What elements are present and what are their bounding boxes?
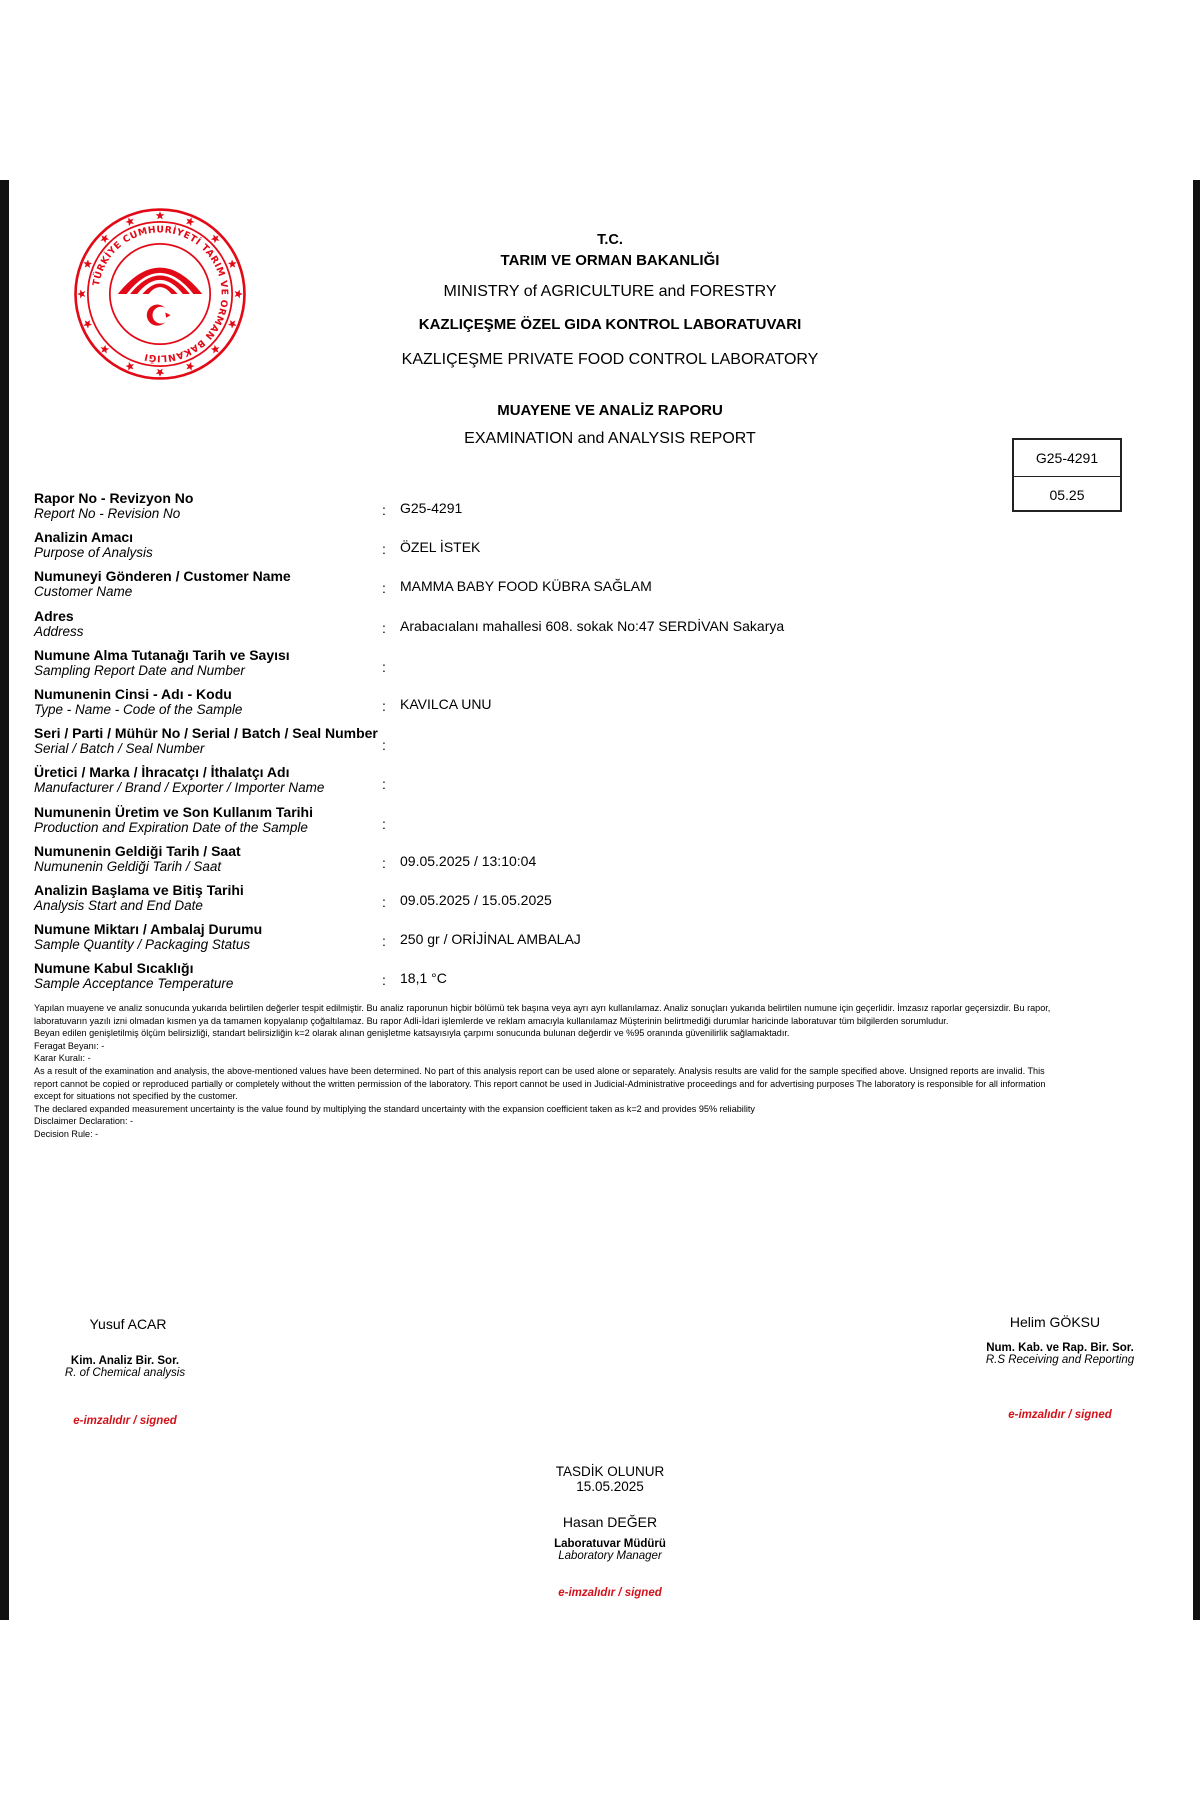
signature-right [960,1314,1150,1330]
field-colon: : [382,933,386,950]
signatory-name: Helim GÖKSU [1009,1314,1101,1330]
field-value: 09.05.2025 / 13:10:04 [400,852,537,869]
field-label-en: Sample Acceptance Temperature [34,976,234,992]
document-frame-left [0,180,9,1620]
field-label-en: Purpose of Analysis [34,545,153,561]
signatory-title-tr: Num. Kab. ve Rap. Bir. Sor. [986,1342,1134,1354]
e-signed-mark: e-imzalıdır / signed [73,1415,177,1427]
header-ministry-tr: TARIM VE ORMAN BAKANLIĞI [500,252,720,269]
e-signed-mark: e-imzalıdır / signed [558,1587,662,1599]
header-lab-en: KAZLIÇEŞME PRIVATE FOOD CONTROL LABORATORY [401,351,819,368]
signature-center [500,1514,720,1530]
disclaimer-line: except for situations not specified by the customer. [34,1091,238,1102]
disclaimer-line: Yapılan muayene ve analiz sonucunda yukarıda belirtilen değerler tespit edilmiştir. Bu analiz raporunun hiçbir bölümü tek başına veya ayrı ayrı kullanılamaz. Analiz sonuçları yukarıda belirtilen numune için geçerlidir. İmzasız raporlar geçersizdir. Bu rapor, [34,1003,1051,1013]
ministry-seal-icon [72,206,248,382]
signature-right-mark [970,1409,1150,1421]
field-value: MAMMA BABY FOOD KÜBRA SAĞLAM [400,578,652,595]
report-title-en: EXAMINATION and ANALYSIS REPORT [464,430,756,447]
e-signed-mark: e-imzalıdır / signed [1008,1409,1112,1421]
header-ministry-en: MINISTRY of AGRICULTURE and FORESTRY [443,283,777,300]
field-label-tr: Analizin Başlama ve Bitiş Tarihi [34,881,244,898]
field-row [34,608,1154,647]
signature-left [48,1316,208,1332]
field-label-en: Type - Name - Code of the Sample [34,701,243,717]
field-label-en: Address [34,623,84,639]
field-row [34,804,1154,843]
field-label-tr: Adres [34,607,74,624]
field-colon: : [382,737,386,754]
field-row [34,490,1154,529]
field-value: 18,1 °C [400,970,447,987]
field-row [34,960,1154,999]
field-colon: : [382,619,386,636]
field-row [34,529,1154,568]
field-value: 250 gr / ORİJİNAL AMBALAJ [400,931,581,948]
report-fields [34,490,1154,999]
field-colon: : [382,658,386,675]
field-colon: : [382,815,386,832]
field-label-tr: Seri / Parti / Mühür No / Serial / Batch / Seal Number [34,725,378,742]
field-label-tr: Rapor No - Revizyon No [34,490,194,506]
field-label-en: Customer Name [34,584,133,600]
disclaimer-line: The declared expanded measurement uncertainty is the value found by multiplying the standard uncertainty with the expansion coefficient taken as k=2 and provides 95% reliability [34,1103,755,1114]
signatory-title-tr: Kim. Analiz Bir. Sor. [70,1355,180,1367]
field-label-en: Sampling Report Date and Number [34,662,245,678]
field-label-en: Serial / Batch / Seal Number [34,741,205,757]
field-colon: : [382,854,386,871]
disclaimer-line: Beyan edilen genişletilmiş ölçüm belirsizliği, standart belirsizliğin k=2 olarak alınan genişletme katsayısıyla çarpımı sonucunda bulunan değerdir ve %95 oranında güvenilirlik sağlamaktadır. [34,1028,790,1039]
field-row [34,647,1154,686]
field-row [34,882,1154,921]
disclaimer-line: report cannot be copied or reproduced partially or completely without the written permission of the laboratory. This report cannot be used in Judicial-Administrative proceedings and for advertising purposes The laboratory is responsible for all information [34,1078,1046,1089]
field-label-tr: Analizin Amacı [34,529,134,546]
field-value: ÖZEL İSTEK [400,539,481,556]
field-label-en: Sample Quantity / Packaging Status [34,937,251,953]
signature-right-titles [955,1342,1165,1366]
field-row [34,725,1154,764]
header-lab-tr: KAZLIÇEŞME ÖZEL GIDA KONTROL LABORATUVARI [418,316,802,333]
field-row [34,921,1154,960]
field-label-tr: Numune Miktarı / Ambalaj Durumu [34,921,263,938]
field-value: G25-4291 [400,500,463,516]
field-colon: : [382,893,386,910]
signatory-name: Yusuf ACAR [89,1316,167,1332]
signatory-name: Hasan DEĞER [562,1514,658,1530]
field-row [34,843,1154,882]
field-label-tr: Numunenin Üretim ve Son Kullanım Tarihi [34,803,313,820]
field-label-en: Production and Expiration Date of the Sample [34,819,308,835]
disclaimer-line: As a result of the examination and analysis, the above-mentioned values have been determined. No part of this analysis report can be used alone or separately. Analysis results are valid for the sample specified above. Unsigned reports are invalid. This [34,1065,1045,1076]
signatory-title-en: R.S Receiving and Reporting [985,1354,1135,1366]
disclaimer-line: Feragat Beyanı: - [34,1040,105,1051]
field-colon: : [382,502,386,518]
signatory-title-en: R. of Chemical analysis [64,1367,186,1379]
field-label-en: Manufacturer / Brand / Exporter / Importer Name [34,780,325,796]
signatory-title-en: Laboratory Manager [558,1550,662,1562]
ref-report-no: G25-4291 [1014,440,1120,477]
field-label-tr: Numune Alma Tutanağı Tarih ve Sayısı [34,646,290,663]
signatory-title-tr: Laboratuvar Müdürü [554,1538,666,1550]
document-frame-right [1193,180,1200,1620]
field-colon: : [382,972,386,989]
signature-center-titles [500,1538,720,1562]
ref-revision: 05.25 [1049,487,1085,503]
field-colon: : [382,541,386,558]
signature-left-titles [30,1355,220,1379]
field-row [34,568,1154,607]
field-value: Arabacıalanı mahallesi 608. sokak No:47 SERDİVAN Sakarya [400,617,785,634]
field-colon: : [382,580,386,597]
signature-left-mark [40,1415,210,1427]
field-value: KAVILCA UNU [400,695,492,712]
report-title-tr: MUAYENE VE ANALİZ RAPORU [497,402,723,419]
disclaimer-text [34,1002,1154,1141]
disclaimer-line: Disclaimer Declaration: - [34,1116,134,1127]
disclaimer-line: Decision Rule: - [34,1128,99,1139]
field-label-tr: Numune Kabul Sıcaklığı [34,960,194,977]
disclaimer-line: laboratuvarın yazılı izni olmadan kısmen ya da tamamen kopyalanıp çoğaltılamaz. Bu rapor Adli-İdari işlemlerde ve reklam amacıyla kullanılamaz Müşterinin belirtmediği durumlar haricinde laboratuvar tüm bilgilerden sorumludur. [34,1015,949,1026]
approval-block [500,1464,720,1494]
approval-text: TASDİK OLUNUR [555,1464,665,1479]
field-label-tr: Üretici / Marka / İhracatçı / İthalatçı Adı [34,764,290,781]
approval-date: 15.05.2025 [576,1479,644,1494]
field-row [34,764,1154,803]
svg-text:TÜRKİYE CUMHURİYETİ TARIM VE O: TÜRKİYE CUMHURİYETİ TARIM VE ORMAN BAKANLIĞI [90,224,230,364]
header-tc: T.C. [597,232,623,248]
field-label-en: Analysis Start and End Date [34,897,203,913]
field-label-tr: Numuneyi Gönderen / Customer Name [34,568,291,585]
field-label-en: Report No - Revision No [34,506,181,521]
field-label-tr: Numunenin Cinsi - Adı - Kodu [34,685,232,702]
disclaimer-line: Karar Kuralı: - [34,1053,91,1064]
field-colon: : [382,776,386,793]
field-value: 09.05.2025 / 15.05.2025 [400,891,552,908]
signature-center-mark [500,1587,720,1599]
field-label-tr: Numunenin Geldiği Tarih / Saat [34,842,241,859]
field-row [34,686,1154,725]
field-label-en: Numunenin Geldiği Tarih / Saat [34,858,222,874]
field-colon: : [382,697,386,714]
